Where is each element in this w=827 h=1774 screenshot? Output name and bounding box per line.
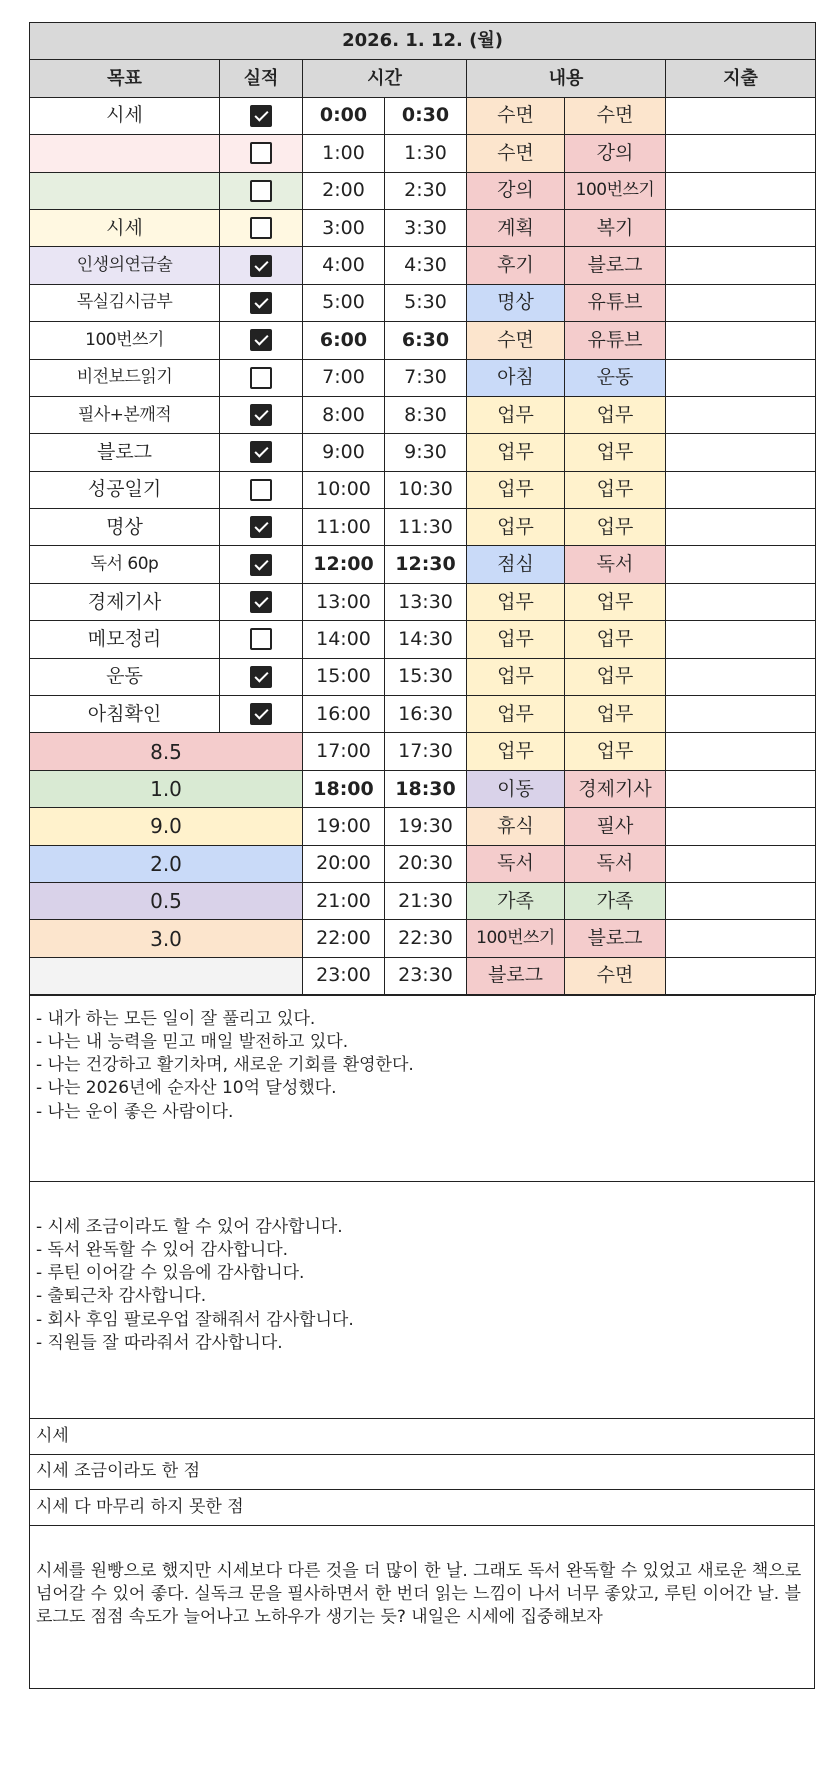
- result-checkbox[interactable]: [250, 554, 272, 576]
- result-checkbox[interactable]: [250, 292, 272, 314]
- summary-cell: 1.0: [30, 770, 303, 807]
- table-row: [30, 957, 816, 994]
- expense-cell[interactable]: [666, 733, 816, 770]
- time-start: 4:00: [303, 247, 385, 284]
- content-cell[interactable]: 업무: [565, 658, 666, 695]
- table-row: [30, 434, 816, 471]
- content-cell[interactable]: 업무: [565, 696, 666, 733]
- content-cell[interactable]: 100번쓰기: [467, 920, 565, 957]
- gratitude-item: - 루틴 이어갈 수 있음에 감사합니다.: [36, 1263, 305, 1284]
- goal-cell[interactable]: 100번쓰기: [30, 322, 220, 359]
- time-end: 15:30: [385, 658, 467, 695]
- goal-cell[interactable]: 운동: [30, 658, 220, 695]
- affirmation-item: - 나는 내 능력을 믿고 매일 발전하고 있다.: [36, 1032, 349, 1053]
- header-content: 내용: [467, 60, 666, 97]
- time-start: 7:00: [303, 359, 385, 396]
- time-start: 22:00: [303, 920, 385, 957]
- time-start: 21:00: [303, 882, 385, 919]
- content-cell[interactable]: 강의: [467, 172, 565, 209]
- date-title: 2026. 1. 12. (월): [30, 23, 816, 60]
- goal-cell[interactable]: 목실김시금부: [30, 284, 220, 321]
- time-end: 12:30: [385, 546, 467, 583]
- diary-cell[interactable]: 시세를 원빵으로 했지만 시세보다 다른 것을 더 많이 한 날. 그래도 독서 완독할 수 있었고 새로운 책으로 넘어갈 수 있어 좋다. 실독크 문을 필사하면서 한 번더 읽는 느낌이 나서 너무 좋았고, 루틴 이어간 날. 블로그도 점점 속도가 늘어나고 노하우가 생기는 듯? 내일은 시세에 집중해보자: [30, 1525, 815, 1688]
- affirmations-cell[interactable]: [30, 996, 815, 1182]
- content-cell[interactable]: 운동: [565, 359, 666, 396]
- expense-cell[interactable]: [666, 583, 816, 620]
- header-goal: 목표: [30, 60, 220, 97]
- time-end: 17:30: [385, 733, 467, 770]
- content-cell[interactable]: 휴식: [467, 808, 565, 845]
- goal-cell[interactable]: 블로그: [30, 434, 220, 471]
- content-cell[interactable]: 아침: [467, 359, 565, 396]
- goal-cell[interactable]: 시세: [30, 97, 220, 134]
- time-start: 1:00: [303, 135, 385, 172]
- table-row: [30, 733, 816, 770]
- gratitude-list: [36, 1182, 808, 1355]
- table-row: [30, 509, 816, 546]
- table-row: [30, 546, 816, 583]
- goal-cell[interactable]: 명상: [30, 509, 220, 546]
- content-cell[interactable]: 업무: [467, 396, 565, 433]
- header-expense: 지출: [666, 60, 816, 97]
- expense-cell[interactable]: [666, 359, 816, 396]
- time-start: 5:00: [303, 284, 385, 321]
- result-checkbox[interactable]: [250, 217, 272, 239]
- time-end: 4:30: [385, 247, 467, 284]
- summary-cell: 9.0: [30, 808, 303, 845]
- time-start: 13:00: [303, 583, 385, 620]
- expense-cell[interactable]: [666, 247, 816, 284]
- table-row: [30, 135, 816, 172]
- content-cell[interactable]: 유튜브: [565, 322, 666, 359]
- table-row: [30, 209, 816, 246]
- summary-cell: 2.0: [30, 845, 303, 882]
- expense-cell[interactable]: [666, 135, 816, 172]
- content-cell[interactable]: 업무: [565, 621, 666, 658]
- content-cell[interactable]: 업무: [565, 434, 666, 471]
- time-start: 9:00: [303, 434, 385, 471]
- content-cell[interactable]: 업무: [565, 471, 666, 508]
- content-cell[interactable]: 필사: [565, 808, 666, 845]
- table-row: [30, 621, 816, 658]
- time-end: 1:30: [385, 135, 467, 172]
- goal-cell[interactable]: 경제기사: [30, 583, 220, 620]
- result-cell: [220, 583, 303, 620]
- content-cell[interactable]: 업무: [467, 658, 565, 695]
- content-cell[interactable]: 블로그: [467, 957, 565, 994]
- goal-cell[interactable]: 필사+본깨적: [30, 396, 220, 433]
- table-row: [30, 770, 816, 807]
- result-cell: [220, 135, 303, 172]
- result-cell: [220, 621, 303, 658]
- content-cell[interactable]: 블로그: [565, 247, 666, 284]
- table-row: [30, 583, 816, 620]
- time-start: 15:00: [303, 658, 385, 695]
- goal-cell[interactable]: [30, 135, 220, 172]
- table-row: [30, 882, 816, 919]
- time-end: 7:30: [385, 359, 467, 396]
- time-end: 19:30: [385, 808, 467, 845]
- content-cell[interactable]: 블로그: [565, 920, 666, 957]
- time-end: 14:30: [385, 621, 467, 658]
- content-cell[interactable]: 업무: [467, 583, 565, 620]
- time-end: 23:30: [385, 957, 467, 994]
- content-cell[interactable]: 복기: [565, 209, 666, 246]
- expense-cell[interactable]: [666, 658, 816, 695]
- time-end: 2:30: [385, 172, 467, 209]
- gratitude-cell[interactable]: [30, 1182, 815, 1419]
- time-start: 6:00: [303, 322, 385, 359]
- expense-cell[interactable]: [666, 322, 816, 359]
- result-cell: [220, 658, 303, 695]
- gratitude-item: - 출퇴근차 감사합니다.: [36, 1286, 207, 1307]
- table-row: [30, 284, 816, 321]
- content-cell[interactable]: 후기: [467, 247, 565, 284]
- result-checkbox[interactable]: [250, 404, 272, 426]
- result-cell: [220, 696, 303, 733]
- content-cell[interactable]: 업무: [565, 733, 666, 770]
- result-cell: [220, 546, 303, 583]
- expense-cell[interactable]: [666, 509, 816, 546]
- expense-cell[interactable]: [666, 770, 816, 807]
- time-end: 11:30: [385, 509, 467, 546]
- goal-cell[interactable]: 비전보드읽기: [30, 359, 220, 396]
- summary-cell: 8.5: [30, 733, 303, 770]
- table-row: [30, 359, 816, 396]
- result-checkbox[interactable]: [250, 516, 272, 538]
- affirmation-item: - 나는 운이 좋은 사람이다.: [36, 1101, 234, 1122]
- result-cell: [220, 247, 303, 284]
- time-start: 23:00: [303, 957, 385, 994]
- goal-cell[interactable]: 시세: [30, 209, 220, 246]
- result-cell: [220, 509, 303, 546]
- content-cell[interactable]: 가족: [565, 882, 666, 919]
- result-checkbox[interactable]: [250, 142, 272, 164]
- table-row: [30, 696, 816, 733]
- time-end: 8:30: [385, 396, 467, 433]
- result-checkbox[interactable]: [250, 703, 272, 725]
- summary-cell: 3.0: [30, 920, 303, 957]
- content-cell[interactable]: 업무: [467, 696, 565, 733]
- expense-cell[interactable]: [666, 920, 816, 957]
- expense-cell[interactable]: [666, 957, 816, 994]
- content-cell[interactable]: 업무: [467, 509, 565, 546]
- result-checkbox[interactable]: [250, 255, 272, 277]
- time-start: 14:00: [303, 621, 385, 658]
- result-cell: [220, 359, 303, 396]
- content-cell[interactable]: 독서: [565, 845, 666, 882]
- table-row: [30, 920, 816, 957]
- table-row: [30, 172, 816, 209]
- header-result: 실적: [220, 60, 303, 97]
- affirmation-item: - 나는 건강하고 활기차며, 새로운 기회를 환영한다.: [36, 1055, 414, 1076]
- result-checkbox[interactable]: [250, 591, 272, 613]
- time-start: 20:00: [303, 845, 385, 882]
- content-cell[interactable]: 수면: [467, 322, 565, 359]
- time-end: 10:30: [385, 471, 467, 508]
- review-line-2[interactable]: 시세 조금이라도 한 점: [30, 1454, 815, 1490]
- goal-cell[interactable]: 인생의연금술: [30, 247, 220, 284]
- summary-cell: 0.5: [30, 882, 303, 919]
- content-cell[interactable]: 업무: [565, 583, 666, 620]
- expense-cell[interactable]: [666, 471, 816, 508]
- content-cell[interactable]: 수면: [467, 135, 565, 172]
- time-end: 3:30: [385, 209, 467, 246]
- gratitude-item: - 회사 후임 팔로우업 잘해줘서 감사합니다.: [36, 1309, 354, 1330]
- result-checkbox[interactable]: [250, 105, 272, 127]
- content-cell[interactable]: 독서: [467, 845, 565, 882]
- time-start: 12:00: [303, 546, 385, 583]
- result-checkbox[interactable]: [250, 329, 272, 351]
- time-end: 18:30: [385, 770, 467, 807]
- expense-cell[interactable]: [666, 546, 816, 583]
- content-cell[interactable]: 업무: [467, 733, 565, 770]
- time-end: 6:30: [385, 322, 467, 359]
- expense-cell[interactable]: [666, 621, 816, 658]
- table-row: [30, 845, 816, 882]
- content-cell[interactable]: 이동: [467, 770, 565, 807]
- goal-cell[interactable]: 아침확인: [30, 696, 220, 733]
- result-cell: [220, 396, 303, 433]
- content-cell[interactable]: 독서: [565, 546, 666, 583]
- time-end: 0:30: [385, 97, 467, 134]
- time-end: 16:30: [385, 696, 467, 733]
- time-start: 18:00: [303, 770, 385, 807]
- summary-cell: [30, 957, 303, 994]
- table-row: [30, 471, 816, 508]
- content-cell[interactable]: 강의: [565, 135, 666, 172]
- expense-cell[interactable]: [666, 696, 816, 733]
- result-cell: [220, 284, 303, 321]
- table-row: [30, 322, 816, 359]
- result-checkbox[interactable]: [250, 441, 272, 463]
- gratitude-item: - 독서 완독할 수 있어 감사합니다.: [36, 1240, 289, 1261]
- content-cell[interactable]: 업무: [467, 621, 565, 658]
- header-time: 시간: [303, 60, 467, 97]
- time-start: 19:00: [303, 808, 385, 845]
- table-row: [30, 808, 816, 845]
- time-start: 11:00: [303, 509, 385, 546]
- expense-cell[interactable]: [666, 396, 816, 433]
- goal-cell[interactable]: 메모정리: [30, 621, 220, 658]
- time-start: 8:00: [303, 396, 385, 433]
- time-end: 9:30: [385, 434, 467, 471]
- content-cell[interactable]: 경제기사: [565, 770, 666, 807]
- result-checkbox[interactable]: [250, 367, 272, 389]
- review-line-1[interactable]: 시세: [30, 1419, 815, 1455]
- time-start: 16:00: [303, 696, 385, 733]
- content-cell[interactable]: 수면: [467, 97, 565, 134]
- content-cell[interactable]: 계획: [467, 209, 565, 246]
- expense-cell[interactable]: [666, 209, 816, 246]
- result-cell: [220, 322, 303, 359]
- expense-cell[interactable]: [666, 882, 816, 919]
- content-cell[interactable]: 수면: [565, 957, 666, 994]
- goal-cell[interactable]: [30, 172, 220, 209]
- time-start: 0:00: [303, 97, 385, 134]
- result-cell: [220, 434, 303, 471]
- affirmations-list: [36, 996, 808, 1124]
- affirmation-item: - 내가 하는 모든 일이 잘 풀리고 있다.: [36, 1009, 316, 1030]
- result-checkbox[interactable]: [250, 180, 272, 202]
- content-cell[interactable]: 명상: [467, 284, 565, 321]
- time-start: 10:00: [303, 471, 385, 508]
- content-cell[interactable]: 가족: [467, 882, 565, 919]
- time-end: 5:30: [385, 284, 467, 321]
- gratitude-item: - 직원들 잘 따라줘서 감사합니다.: [36, 1332, 283, 1353]
- table-row: [30, 247, 816, 284]
- expense-cell[interactable]: [666, 284, 816, 321]
- table-row: [30, 396, 816, 433]
- result-checkbox[interactable]: [250, 666, 272, 688]
- goal-cell[interactable]: 독서 60p: [30, 546, 220, 583]
- result-cell: [220, 97, 303, 134]
- expense-cell[interactable]: [666, 434, 816, 471]
- content-cell[interactable]: 100번쓰기: [565, 172, 666, 209]
- content-cell[interactable]: 업무: [467, 471, 565, 508]
- schedule-table: [29, 22, 816, 995]
- content-cell[interactable]: 유튜브: [565, 284, 666, 321]
- result-cell: [220, 471, 303, 508]
- content-cell[interactable]: 업무: [565, 396, 666, 433]
- table-row: [30, 658, 816, 695]
- expense-cell[interactable]: [666, 845, 816, 882]
- expense-cell[interactable]: [666, 808, 816, 845]
- result-cell: [220, 209, 303, 246]
- content-cell[interactable]: 업무: [565, 509, 666, 546]
- time-start: 2:00: [303, 172, 385, 209]
- result-checkbox[interactable]: [250, 628, 272, 650]
- goal-cell[interactable]: 성공일기: [30, 471, 220, 508]
- content-cell[interactable]: 업무: [467, 434, 565, 471]
- expense-cell[interactable]: [666, 97, 816, 134]
- content-cell[interactable]: 점심: [467, 546, 565, 583]
- time-end: 22:30: [385, 920, 467, 957]
- content-cell[interactable]: 수면: [565, 97, 666, 134]
- time-end: 13:30: [385, 583, 467, 620]
- table-row: [30, 97, 816, 134]
- daily-planner-sheet: [29, 22, 815, 1689]
- time-start: 17:00: [303, 733, 385, 770]
- expense-cell[interactable]: [666, 172, 816, 209]
- result-checkbox[interactable]: [250, 479, 272, 501]
- gratitude-item: - 시세 조금이라도 할 수 있어 감사합니다.: [36, 1217, 343, 1238]
- time-end: 20:30: [385, 845, 467, 882]
- notes-table: [29, 995, 815, 1689]
- time-end: 21:30: [385, 882, 467, 919]
- affirmation-item: - 나는 2026년에 순자산 10억 달성했다.: [36, 1078, 337, 1099]
- time-start: 3:00: [303, 209, 385, 246]
- review-line-3[interactable]: 시세 다 마무리 하지 못한 점: [30, 1490, 815, 1526]
- result-cell: [220, 172, 303, 209]
